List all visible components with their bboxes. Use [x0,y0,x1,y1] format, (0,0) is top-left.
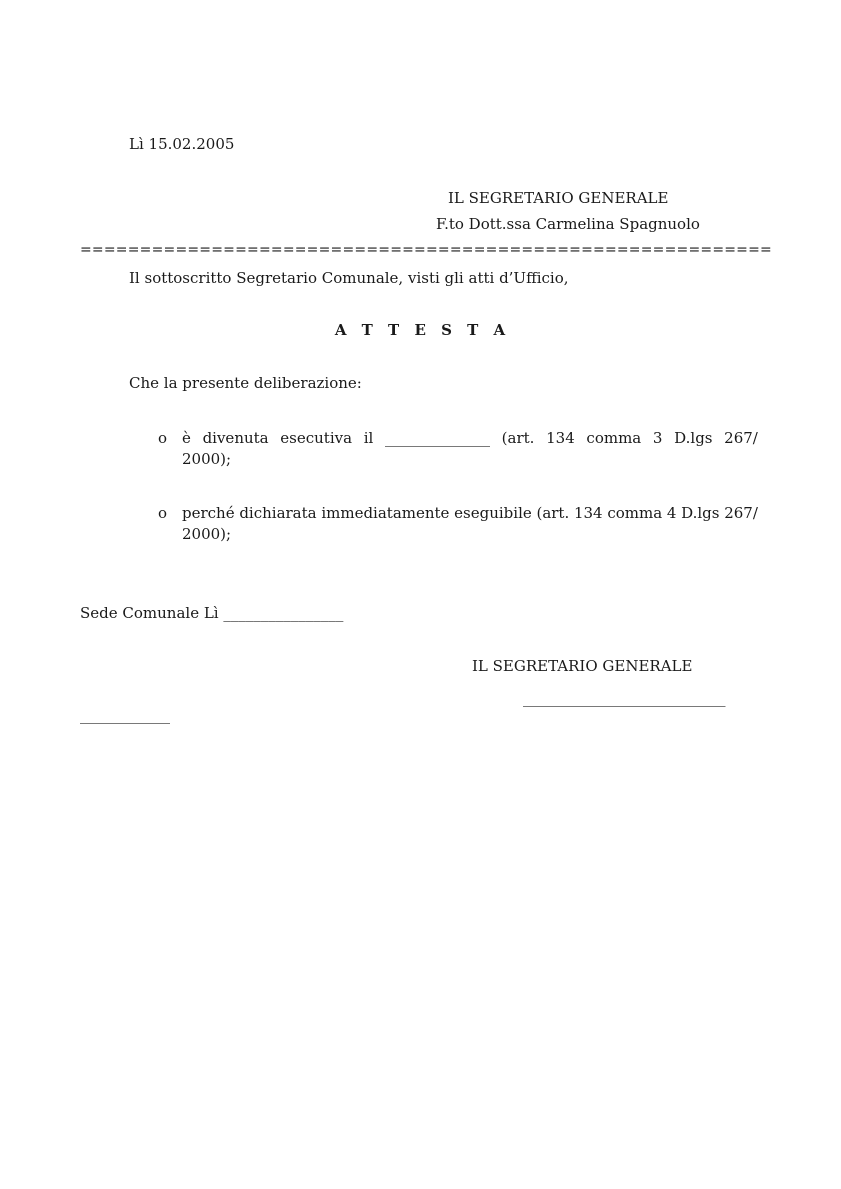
bullet-marker: o [158,429,168,447]
word: divenuta [202,429,269,447]
list-item-row-2: 2000); [182,450,232,468]
signature-blank-line: ___________________________ [523,689,726,707]
word: D.lgs [681,504,720,522]
list-item [158,428,758,472]
bullet-marker: o [158,504,168,522]
list-item-row-1 [182,428,758,449]
list-item-text [182,503,758,545]
signature-blank-line-continued: ____________ [80,706,170,724]
word: (art. [501,429,535,447]
signature-name-top: F.to Dott.ssa Carmelina Spagnuolo [436,215,700,233]
signature-title-bottom: IL SEGRETARIO GENERALE [472,657,693,675]
intro-paragraph: Il sottoscritto Segretario Comunale, visti gli atti d’Ufficio, [129,269,569,287]
list-item [158,503,758,547]
word: perché [182,504,235,522]
word: dichiarata [239,504,317,522]
word: 3 [652,429,663,447]
word: 134 [546,429,575,447]
word: esecutiva [280,429,353,447]
word: 4 [666,504,677,522]
word: eseguibile [454,504,532,522]
list-item-row-2: 2000); [182,525,232,543]
word: il [363,429,374,447]
attesta-heading: A T T E S T A [334,321,511,339]
word: 267/ [724,429,758,447]
word: D.lgs [674,429,713,447]
list-item-row-1 [182,503,758,524]
separator-line: ========================================================== [80,242,772,258]
word: 134 [573,504,603,522]
word: immediatamente [321,504,450,522]
date-line: Lì 15.02.2005 [129,135,235,153]
word: ______________ [385,429,490,447]
che-line: Che la presente deliberazione: [129,374,362,392]
sede-line: Sede Comunale Lì ________________ [80,604,344,622]
word: (art. [536,504,570,522]
word: è [182,429,191,447]
signature-title-top: IL SEGRETARIO GENERALE [448,189,669,207]
word: comma [607,504,663,522]
word: 267/ [724,504,758,522]
word: comma [586,429,642,447]
list-item-text [182,428,758,470]
